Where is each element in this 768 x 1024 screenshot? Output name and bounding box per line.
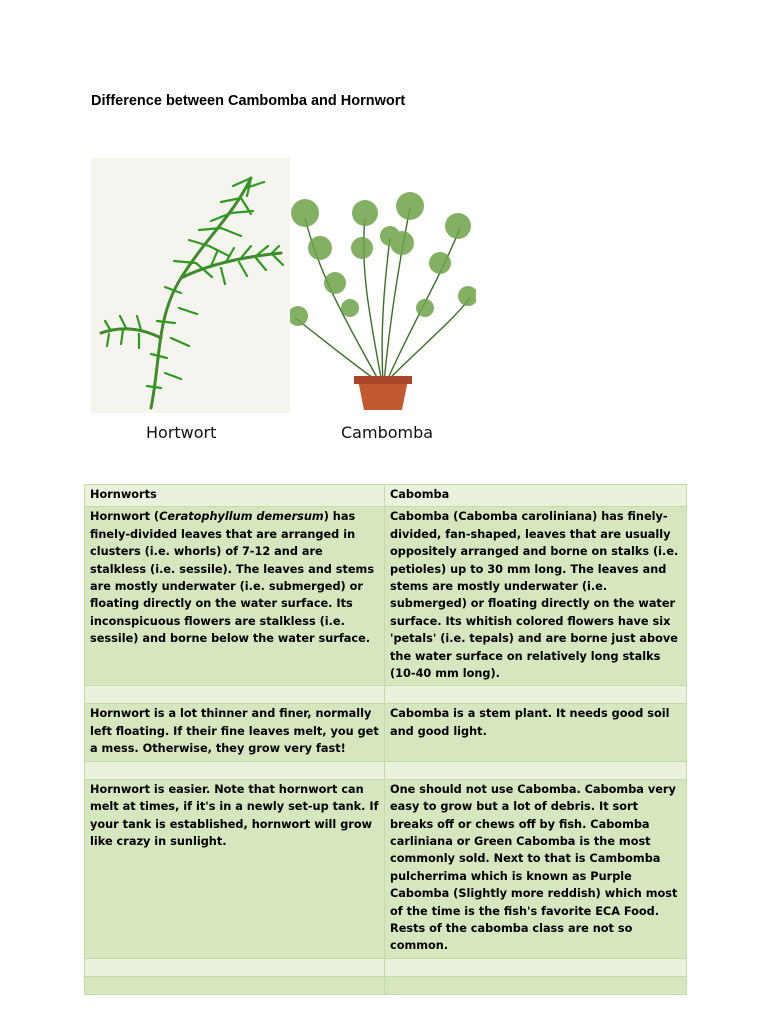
hornwort-desc-pre: Hornwort ( (90, 510, 160, 524)
table-row (85, 761, 687, 779)
table-row (85, 779, 687, 958)
hornwort-desc-post: ) has finely-divided leaves that are arranged in clusters (i.e. whorls) of 7-12 and are stalkless (i.e. sessile). The leaves and stems are mostly underwater (i.e. submerged) or floating directly on the water surface. Its inconspicuous flowers are stalkless (i.e. sessile) and borne below the water surface. (90, 510, 375, 646)
hornwort-description-cell (85, 507, 385, 686)
table-row (85, 976, 687, 994)
page-title: Difference between Cambomba and Hornwort (91, 93, 406, 109)
table-row (85, 958, 687, 976)
table-row (85, 686, 687, 704)
comparison-table (84, 484, 687, 995)
table-row (85, 704, 687, 761)
cabomba-care-cell: One should not use Cabomba. Cabomba very easy to grow but a lot of debris. It sort breaks off or chews off by fish. Cabomba carliniana or Green Cabomba is the most commonly sold. Next to that is Cambomba pulcherrima which is known as Purple Cabomba (Slightly more reddish) which most of the time is the fish's favorite ECA Food. Rests of the cabomba class are not so common. (385, 779, 687, 958)
header-hornworts: Hornworts (85, 485, 385, 507)
hornwort-caption: Hortwort (146, 423, 217, 442)
cabomba-description-cell: Cabomba (Cabomba caroliniana) has finely-divided, fan-shaped, leaves that are usually oppositely arranged and borne on stalks (i.e. petioles) up to 30 mm long. The leaves and stems are mostly underwater (i.e. submerged) or floating directly on the water surface. Its whitish colored flowers have six 'petals' (i.e. tepals) and are borne just above the water surface on relatively long stalks (10-40 mm long). (385, 507, 687, 686)
hornwort-scientific-name: Ceratophyllum demersum (159, 510, 324, 524)
cabomba-growth-cell: Cabomba is a stem plant. It needs good soil and good light. (385, 704, 687, 761)
header-cabomba: Cabomba (385, 485, 687, 507)
hornwort-growth-cell: Hornwort is a lot thinner and finer, normally left floating. If their fine leaves melt, you get a mess. Otherwise, they grow very fast! (85, 704, 385, 761)
cabomba-plant-icon (290, 158, 476, 413)
table-row (85, 507, 687, 686)
cabomba-caption: Cambomba (341, 423, 434, 442)
hornwort-care-cell: Hornwort is easier. Note that hornwort can melt at times, if it's in a newly set-up tank. If your tank is established, hornwort will grow like crazy in sunlight. (85, 779, 385, 958)
hornwort-plant-icon (91, 158, 290, 413)
cabomba-plant-photo (290, 158, 476, 413)
table-header-row (85, 485, 687, 507)
flower-pot-icon (358, 380, 408, 410)
hornwort-plant-photo (91, 158, 290, 413)
